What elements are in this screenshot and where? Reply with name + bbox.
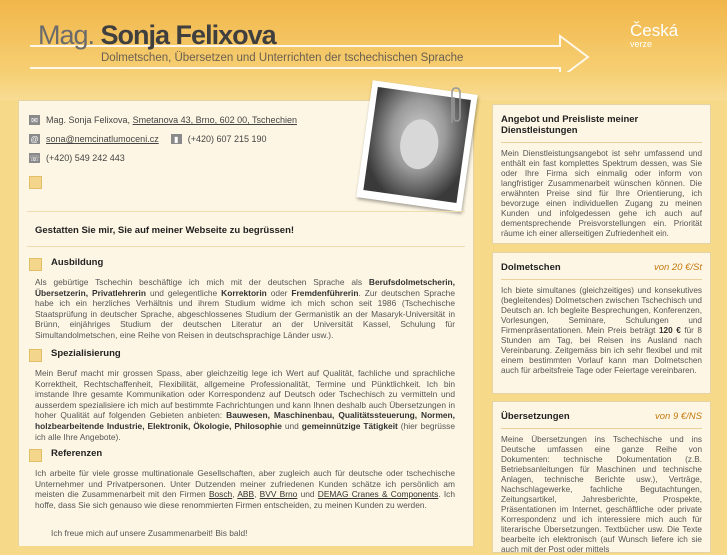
uebersetzungen-title: Übersetzungen [501, 411, 570, 422]
divider [27, 211, 465, 212]
text-run: oder [266, 287, 292, 298]
ausbildung-text [35, 277, 455, 341]
text-run: . Zur deutschen Sprache habe ich ein herzliches Verhältnis und ihrem Studium widme ich mich schon seit 1986 (Tschechische Staatsprüfung in deutscher Sprache, abgeschlossenes Studium der Germanistik an der Masaryk-Universität in Brünn, einjähriges Studium der deutschen Literatur an der Universität Kassel, Schulung für Simultandolmetschen, eine Reihe von Reisen in deutschsprachige Länder usw.). [35, 287, 455, 340]
greeting-heading: Gestatten Sie mir, Sie auf meiner Webseite zu begrüssen! [35, 225, 295, 236]
portrait-face [397, 117, 442, 172]
uebersetzungen-price: von 9 €/NS [655, 411, 702, 422]
text-run: Korrektorin [221, 287, 267, 298]
site-subtitle: Dolmetschen, Übersetzen und Unterrichten der tschechischen Sprache [101, 52, 464, 64]
text-run: , [232, 489, 238, 500]
contact-phone-row [29, 153, 125, 163]
sidebar-heading [493, 402, 710, 422]
address-link[interactable]: Smetanova 43, Brno, 602 00, Tschechien [132, 115, 298, 125]
section-heading-referenzen: Referenzen [51, 448, 103, 459]
bvv-brno-link[interactable]: BVV Brno [259, 489, 298, 500]
bullet-square-icon [29, 176, 42, 189]
contact-email-row [29, 134, 267, 144]
text-run: Fremdenführerin [291, 287, 359, 298]
text-run: und [281, 420, 302, 431]
preise-text: Mein Dienstleistungsangebot ist sehr umfassend und enthält ein fast komplettes Spektrum dessen, was Sie oder Ihre Firma sich einmalig oder inform von langfristiger Zusammenarbeit wünschen können. Die erwähnten Preise sind für Ihre Orientierung, ich bevorzuge einen individuellen Zugang zu meinen Kunden und infolgedessen gehe ich auch auf dementsprechende Preisvorstellungen ein. Priorität räume ich einer allerseitigen Zufriedenheit ein. [501, 149, 702, 238]
text-run: Berufsdolmetscherin, Übersetzerin, Privatlehrerin [35, 277, 455, 298]
title-prefix: Mag. [38, 20, 95, 50]
text-run: , [254, 489, 260, 500]
text-run: für 8 Stunden am Tag, bei Reisen ins Ausland nach Vereinbarung. Zeitgemäss bin ich sehr flexibel und mit einem bestimmten Vorlauf kann man Dolmetschen auch für arbeitsfreie Tage oder Feiertage vereinbaren. [501, 326, 702, 375]
header-band [0, 72, 727, 100]
text-run: . Ich hoffe, dass Sie sich genauso wie diese renommierten Firmen entscheiden, zu meinen Kunden zu werden. [35, 489, 455, 510]
text-run: Bauwesen, Maschinenbau, Qualitätssteuerung, Normen, holzbearbeitende Industrie, Elektronik, Ökologie, Philosophie [35, 410, 455, 431]
header [0, 0, 727, 72]
divider [27, 246, 465, 247]
spezialisierung-text [35, 368, 455, 442]
text-run: Mein Beruf macht mir grossen Spass, aber gleichzeitig lege ich Wert auf Qualität, fachliche und sprachliche Korrektheit, Rechtschaffenheit, Flexibilität, allgemeine Professionalität, Termine und Pünktlichkeit. Ich bin imstande Ihre gesamte Kommunikation oder Korrespondenz auf Deutsch oder Tschechisch zu vermitteln und ausserdem spezialisiere ich mich auf bestimmte Fachrichtungen und kann Ihnen deshalb auch Übersetzungen in hoher Qualität auf folgenden Gebieten anbieten: [35, 368, 455, 421]
closing-text: Ich freue mich auf unsere Zusammenarbeit! Bis bald! [51, 528, 248, 538]
czech-version-link[interactable] [630, 22, 678, 49]
text-run: Als gebürtige Tschechin beschäftige ich mich mit der deutschen Sprache als [35, 277, 369, 287]
envelope-icon: ✉ [29, 115, 40, 125]
text-run: Ich arbeite für viele grosse multinationale Gesellschaften, aber zugleich auch für deutsche oder tschechische Unternehmer und Privatpersonen. Unter Dutzenden meiner zufriedenen Kunden schätze ich persönlich am meisten die Zusammenarbeit mit den Firmen [35, 468, 455, 500]
mobile-phone-icon: ▮ [171, 134, 182, 144]
preise-title: Angebot und Preisliste meiner Dienstleistungen [501, 114, 639, 136]
sidebar-heading [493, 105, 710, 136]
dolmetschen-price: von 20 €/St [653, 262, 702, 273]
lang-label: Česká [630, 21, 679, 40]
section-heading-ausbildung: Ausbildung [51, 257, 104, 268]
text-run: 120 € [659, 326, 681, 335]
section-heading-spezialisierung: Spezialisierung [51, 348, 121, 359]
sidebar-box-uebersetzungen [492, 401, 711, 553]
section-bullet-icon [29, 449, 42, 462]
email-link[interactable]: sona@nemcinatlumoceni.cz [46, 134, 159, 144]
title-name: Sonja Felixova [100, 20, 276, 50]
sidebar-box-preise [492, 104, 711, 244]
sidebar-heading [493, 253, 710, 273]
mobile-number: (+420) 607 215 190 [187, 134, 267, 144]
demag-link[interactable]: DEMAG Cranes & Components [317, 489, 439, 500]
uebersetzungen-text: Meine Übersetzungen ins Tschechische und ins Deutsche umfassen eine ganze Reihe von Dokumenten: technische Dokumentation (z.B. Betriebsanleitungen für Maschinen und technische Anlagen, technische Berichte usw.), Verträge, Nachschlagewerke, fachliche Begutachtungen, Zeitungsartikel, Jahresberichte, Prospekte, Präsentationen im Internet, geschäftliche oder private Korrespondenz und ich interessiere mich auch für literarische Übersetzungen. Textbücher usw. Die Texte bearbeite ich elektronisch (auf Wunsch liefere ich sie auch mit der Post oder mittels [501, 435, 702, 554]
at-icon: @ [30, 134, 39, 144]
site-title[interactable] [38, 20, 276, 51]
contact-name: Mag. Sonja Felixova, [46, 115, 131, 125]
paperclip-icon [447, 87, 463, 127]
text-run: gemeinnützige Tätigkeit [301, 420, 398, 431]
phone-number: (+420) 549 242 443 [46, 153, 125, 163]
text-run: (hier begrüsse ich alle Ihre Angebote). [35, 420, 455, 442]
section-bullet-icon [29, 349, 42, 362]
section-bullet-icon [29, 258, 42, 271]
contact-address-row [29, 115, 297, 125]
bosch-link[interactable]: Bosch [208, 489, 233, 500]
dolmetschen-text [493, 280, 710, 376]
abb-link[interactable]: ABB [237, 489, 255, 500]
text-run: Ich biete simultanes (gleichzeitiges) und konsekutives (begleitendes) Dolmetschen zwischen Tschechisch und Deutsch an. Ich begleite Besprechungen, Konferenzen, Vorlesungen, Seminare, Schulungen und Firmenpräsentationen. Mein Preis beträgt [501, 286, 702, 335]
text-run: und [297, 489, 318, 500]
text-run: und gelegentliche [146, 287, 222, 298]
sidebar-box-dolmetschen [492, 252, 711, 394]
referenzen-text [35, 468, 455, 510]
main-content [18, 100, 474, 546]
telephone-icon: ☏ [29, 153, 40, 163]
lang-sublabel: verze [630, 39, 653, 49]
dolmetschen-title: Dolmetschen [501, 262, 561, 273]
